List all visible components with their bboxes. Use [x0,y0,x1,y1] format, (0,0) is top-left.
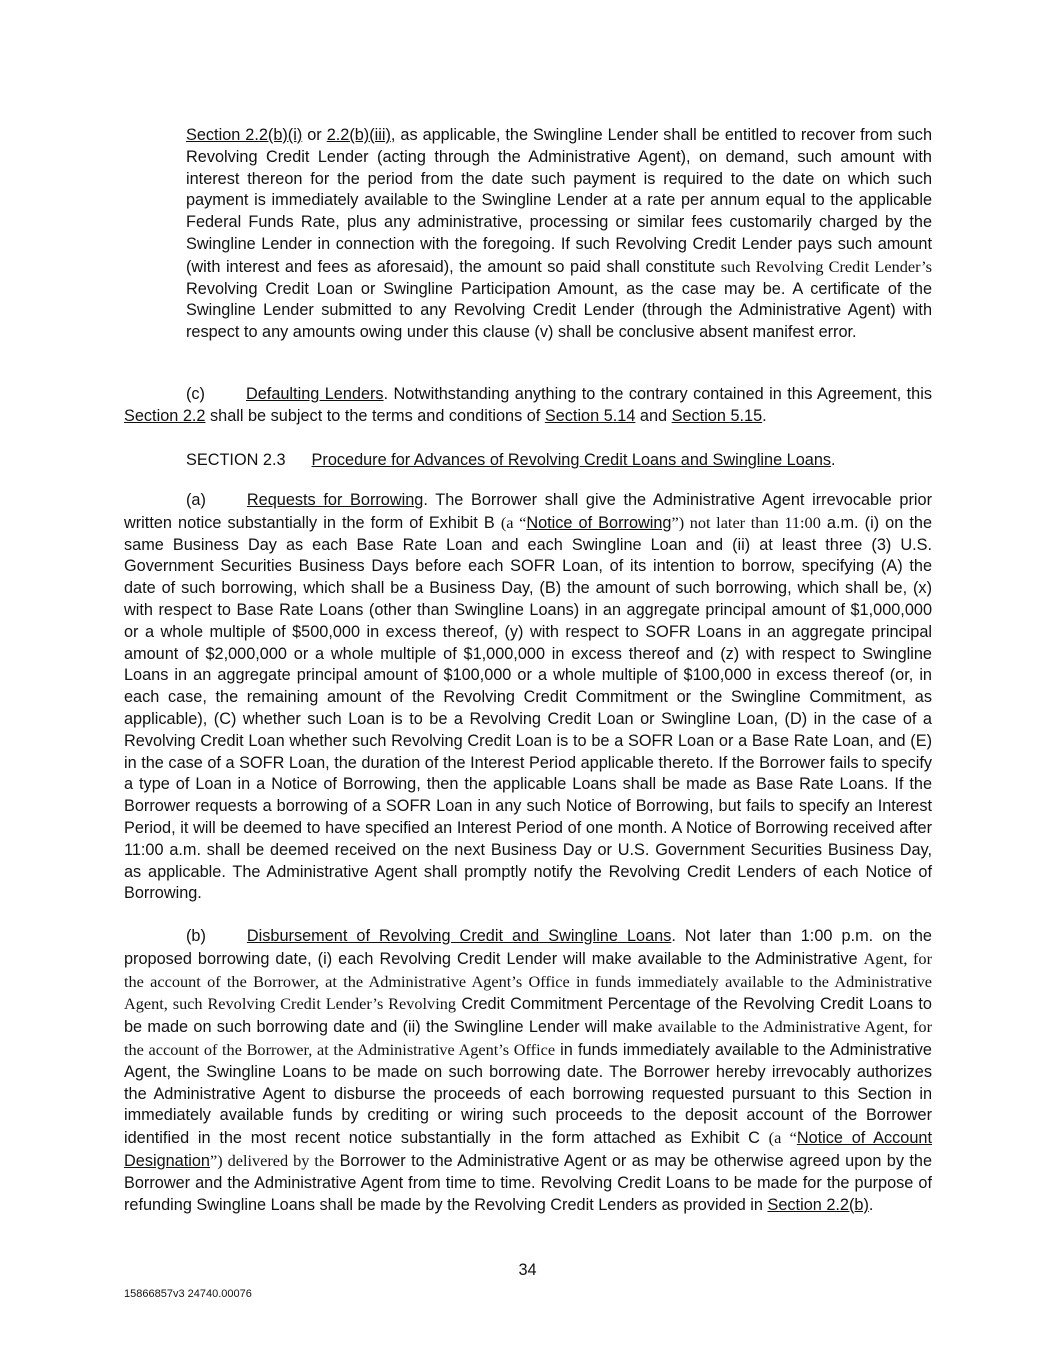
text: . Notwithstanding anything to the contrary contained in this Agreement, this [383,385,932,403]
section-heading [186,450,836,472]
text: ”) not later than 11:00 [671,512,821,532]
section-2-3-a-paragraph [124,490,932,905]
text: Agent, for the account of the Borrower, at the Administrative Agent’s Office in funds immediately available to the Administrative Agent, such Revolving Credit Lender’s Revolving [124,948,932,1014]
text: in funds immediately available to the Administrative Agent, the Swingline Loans to be made on such borrowing date. The Borrower hereby irrevocably authorizes the Administrative Agent to disburse the proceeds of each borrowing requested pursuant to this Section in immediately available funds by crediting or wiring such proceeds to the deposit account of the Borrower identified in the most recent notice substantially in the form attached as Exhibit C [124,1040,932,1148]
text: Credit Commitment Percentage of the Revolving Credit Loans to be made on such borrowing date and (ii) the Swingline Lender will make [124,995,932,1037]
cross-reference: Section 2.2 [124,406,206,425]
text: (a “ [500,512,527,532]
text: . [762,406,767,425]
text: . [831,451,836,469]
section-2-3-b-paragraph [124,926,932,1216]
clause-title: Requests for Borrowing [246,491,424,509]
text: Revolving Credit Loan or Swingline Participation Amount, as the case may be. A certificate of the Swingline Lender submitted to any Revolving Credit Lender (through the Administrative Agent) with respect to any amounts owing under this clause (v) shall be conclusive absent manifest error. [186,279,932,342]
clause-title: Disbursement of Revolving Credit and Swingline Loans [246,927,672,945]
cross-reference: 2.2(b)(iii) [326,126,391,144]
text: (a “ [768,1128,797,1148]
section-number: SECTION 2.3 [186,451,286,469]
document-id: 15866857v3 24740.00076 [124,1288,252,1300]
cross-reference: Section 5.15 [671,406,763,425]
text: , as applicable, the Swingline Lender shall be entitled to recover from such Revolving Credit Lender (acting through the Administrative Agent), on demand, such amount with interest thereon for the period from the date such payment is required to the date on which such payment is immediately available to the Swingline Lender at a rate per annum equal to the applicable Federal Funds Rate, plus any administrative, processing or similar fees customarily charged by the Swingline Lender in connection with the foregoing. If such Revolving Credit Lender pays such amount (with interest and fees as aforesaid), the amount so paid shall constitute [186,126,933,276]
clause-title: Defaulting Lenders [245,385,384,403]
text: . [868,1195,874,1214]
text: or [302,126,327,144]
text: . The Borrower shall give the Administrative Agent irrevocable prior written notice substantially in the form of Exhibit B [124,491,932,532]
section-title: Procedure for Advances of Revolving Credit Loans and Swingline Loans [311,451,832,469]
text: available to the Administrative Agent, for the account of the Borrower, at the Administrative Agent’s Office [124,1017,932,1059]
clause-label: (b) [186,927,206,945]
defined-term: Notice of Borrowing [526,513,672,532]
text: such Revolving Credit Lender’s [720,256,932,276]
clause-label: (a) [186,491,206,509]
text: shall be subject to the terms and conditions of [205,406,545,425]
text: a.m. (i) on the same Business Day as each Base Rate Loan and each Swingline Loan and (ii) at least three (3) U.S. Government Securities Business Days before each SOFR Loan, of its intention to borrow, specifying (A) the date of such borrowing, which shall be a Business Day, (B) the amount of such borrowing, which shall be, (x) with respect to Base Rate Loans (other than Swingline Loans) in an aggregate principal amount of $1,000,000 or a whole multiple of $500,000 in excess thereof, (y) with respect to SOFR Loans in an aggregate principal amount of $2,000,000 or a whole multiple of $1,000,000 in excess thereof and (z) with respect to Swingline Loans in an aggregate principal amount of $100,000 or a whole multiple of $100,000 in excess thereof (or, in each case, the remaining amount of the Revolving Credit Commitment or the Swingline Commitment, as applicable), (C) whether such Loan is to be a Revolving Credit Loan or Swingline Loan, (D) in the case of a Revolving Credit Loan whether such Revolving Credit Loan is to be a SOFR Loan or a Base Rate Loan, and (E) in the case of a SOFR Loan, the duration of the Interest Period applicable thereto. If the Borrower fails to specify a type of Loan in a Notice of Borrowing, then the applicable Loans shall be made as Base Rate Loans. If the Borrower requests a borrowing of a SOFR Loan in any such Notice of Borrowing, but fails to specify an Interest Period, it will be deemed to have specified an Interest Period of one month. A Notice of Borrowing received after 11:00 a.m. shall be deemed received on the next Business Day or U.S. Government Securities Business Day, as applicable. The Administrative Agent shall promptly notify the Revolving Credit Lenders of each Notice of Borrowing. [124,513,932,903]
page-number: 34 [518,1261,537,1279]
cross-reference: Section 2.2(b) [767,1195,869,1214]
section-2-2-b-continuation [186,125,932,344]
section-2-2-c-paragraph [124,384,932,428]
defined-term: Notice of Account Designation [124,1129,932,1170]
clause-label: (c) [186,385,205,403]
cross-reference: Section 2.2(b)(i) [186,126,303,144]
text: Borrower to the Administrative Agent or as may be otherwise agreed upon by the Borrower and the Administrative Agent from time to time. Revolving Credit Loans to be made for the purpose of refunding Swingline Loans shall be made by the Revolving Credit Lenders as provided in [124,1151,933,1214]
text: and [635,406,672,425]
text: . Not later than 1:00 p.m. on the proposed borrowing date, (i) each Revolving Credit Lender will make available to the Administrative [124,927,932,968]
text: ”) delivered by the [210,1150,335,1170]
cross-reference: Section 5.14 [544,406,636,425]
